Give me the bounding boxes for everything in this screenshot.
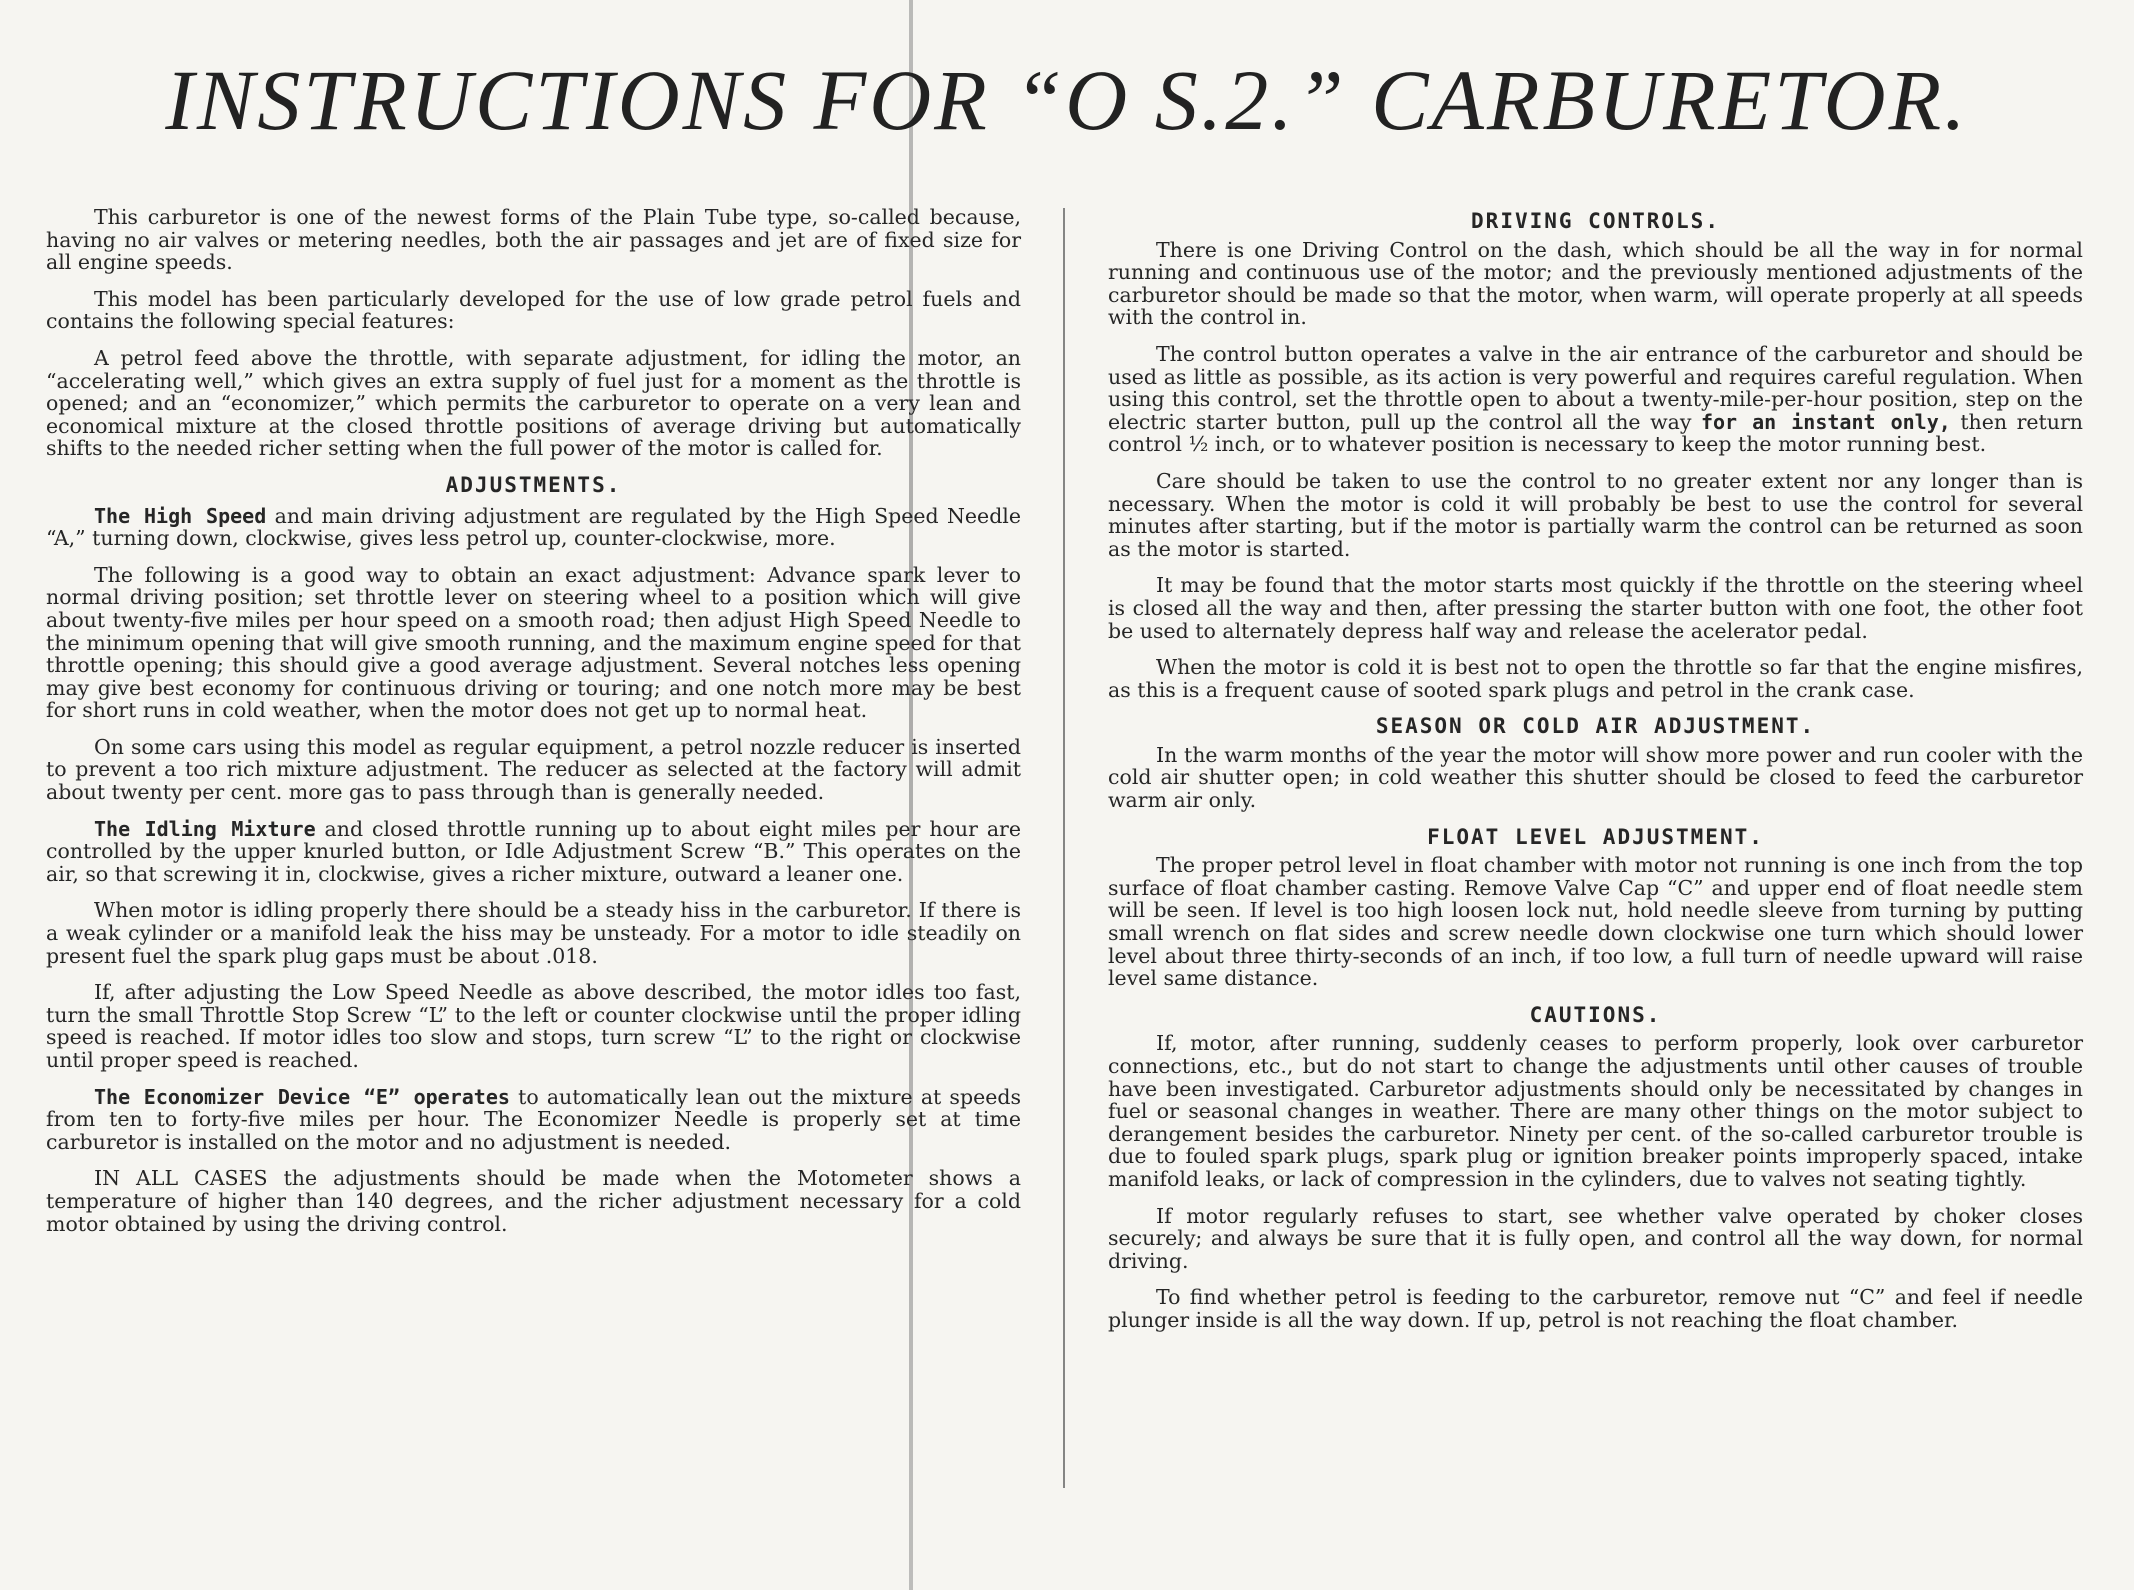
caution-paragraph-3: To find whether petrol is feeding to the carburetor, remove nut “C” and feel if needle plunger inside is all the way down. If up, petrol is not reaching the float chamber. — [1108, 1285, 2083, 1332]
intro-paragraph-2: This model has been particularly developed for the use of low grade petrol fuels and contains the following special features: — [46, 286, 1021, 334]
adjustments-heading: ADJUSTMENTS. — [445, 472, 622, 497]
driving-controls-heading: DRIVING CONTROLS. — [1471, 209, 1720, 233]
idling-paragraph — [46, 818, 1021, 886]
all-cases-paragraph: IN ALL CASES the adjustments should be made when the Motometer shows a temperature of higher than 140 degrees, and the richer adjustment necessary for a cold motor obtained by using the driving control. — [46, 1166, 1021, 1236]
high-speed-text: and main driving adjustment are regulated by the High Speed Needle “A,” turning down, clockwise, gives less petrol up, counter-clockwise, more. — [46, 503, 1021, 551]
float-level-heading: FLOAT LEVEL ADJUSTMENT. — [1427, 824, 1764, 849]
float-level-paragraph: The proper petrol level in float chamber with motor not running is one inch from the top surface of float chamber casting. Remove Valve Cap “C” and upper end of float needle stem will be seen. If level is too high loosen lock nut, hold needle sleeve from turning by putting small wrench on flat sides and screw needle down clockwise one turn which should lower level about three thirty-seconds of an inch, if too low, a full turn of needle upward will raise level same distance. — [1108, 853, 2083, 991]
left-column — [46, 206, 1021, 1249]
caution-paragraph-2: If motor regularly refuses to start, see whether valve operated by choker closes securely; and always be sure that it is fully open, and control all the way down, for normal driving. — [1108, 1203, 2083, 1273]
high-speed-paragraph — [46, 505, 1021, 550]
economizer-text: to automatically lean out the mixture at speeds from ten to forty-five miles per hour. The Economizer Needle is properly set at time carburetor is installed on the motor and no adjustment is needed. — [46, 1084, 1021, 1154]
instant-only-keyword: for an instant only, — [1700, 409, 1951, 434]
driving-paragraph-2-end: then return control ½ inch, or to whatever position is necessary to keep the motor running best. — [1108, 409, 2083, 457]
column-divider — [1063, 208, 1065, 1488]
high-speed-keyword: The High Speed — [94, 503, 267, 528]
driving-paragraph-1: There is one Driving Control on the dash, which should be all the way in for normal running and continuous use of the motor; and the previously mentioned adjustments of the carburetor should be made so that the motor, when warm, will operate properly at all speeds with the control in. — [1108, 237, 2083, 330]
cautions-heading: CAUTIONS. — [1529, 1002, 1662, 1027]
page-title: INSTRUCTIONS FOR “O S.2.” CARBURETOR. — [165, 52, 1969, 148]
driving-paragraph-2 — [1108, 343, 2083, 456]
driving-paragraph-5: When the motor is cold it is best not to open the throttle so far that the engine misfires, as this is a frequent cause of sooted spark plugs and petrol in the crank case. — [1108, 655, 2083, 702]
right-column — [1108, 206, 2083, 1346]
driving-paragraph-3: Care should be taken to use the control to no greater extent nor any longer than is necessary. When the motor is cold it will probably be best to use the control for several minutes after starting, but if the motor is partially warm the control can be returned as soon as the motor is started. — [1108, 468, 2083, 561]
economizer-paragraph — [46, 1086, 1021, 1154]
intro-paragraph-1: This carburetor is one of the newest forms of the Plain Tube type, so-called because, having no air valves or metering needles, both the air passages and jet are of fixed size for all engine speeds. — [46, 205, 1021, 275]
economizer-keyword: The Economizer Device “E” operates — [94, 1084, 510, 1109]
caution-paragraph-1: If, motor, after running, suddenly ceases to perform properly, look over carburetor connections, etc., but do not start to change the adjustments until other causes of trouble have been investigated. Carburetor adjustments should only be necessitated by changes in fuel or seasonal changes in weather. There are many other things on the motor subject to derangement besides the carburetor. Ninety per cent. of the so-called carburetor trouble is due to fouled spark plugs, spark plug or ignition breaker points improperly spaced, intake manifold leaks, or lack of compression in the cylinders, due to valves not seating tightly. — [1108, 1031, 2083, 1191]
season-paragraph: In the warm months of the year the motor will show more power and run cooler with the cold air shutter open; in cold weather this shutter should be closed to feed the carburetor warm air only. — [1108, 742, 2083, 813]
idling-hiss-paragraph: When motor is idling properly there should be a steady hiss in the carburetor. If there is a weak cylinder or a manifold leak the hiss may be unsteady. For a motor to idle steadily on present fuel the spark plug gaps must be about .018. — [46, 898, 1021, 968]
driving-paragraph-2-start: The control button operates a valve in the air entrance of the carburetor and should be used as little as possible, as its action is very powerful and requires careful regulation. When using this control, set the throttle open to about a twenty-mile-per-hour position, step on the electric starter button, pull up the control all the way — [1108, 341, 2083, 434]
good-way-paragraph: The following is a good way to obtain an exact adjustment: Advance spark lever to normal driving position; set throttle lever on steering wheel to a position which will give about twenty-five miles per hour speed on a smooth road; then adjust High Speed Needle to the minimum opening that will give smooth running, and the maximum engine speed for that throttle opening; this should give a good average adjustment. Several notches less opening may give best economy for continuous driving or touring; and one notch more may be best for short runs in cold weather, when the motor does not get up to normal heat. — [46, 562, 1021, 723]
season-heading: SEASON OR COLD AIR ADJUSTMENT. — [1375, 714, 1816, 739]
idling-keyword: The Idling Mixture — [94, 816, 316, 841]
some-cars-paragraph: On some cars using this model as regular equipment, a petrol nozzle reducer is inserted to prevent a too rich mixture adjustment. The reducer as selected at the factory will admit about twenty per cent. more gas to pass through than is generally needed. — [46, 734, 1021, 805]
driving-paragraph-4: It may be found that the motor starts most quickly if the throttle on the steering wheel is closed all the way and then, after pressing the starter button with one foot, the other foot be used to alternately depress half way and release the acelerator pedal. — [1108, 573, 2083, 643]
idling-text: and closed throttle running up to about eight miles per hour are controlled by the upper knurled button, or Idle Adjustment Screw “B.” This operates on the air, so that screwing it in, clockwise, gives a richer mixture, outward a leaner one. — [46, 816, 1021, 886]
low-speed-paragraph: If, after adjusting the Low Speed Needle as above described, the motor idles too fast, turn the small Throttle Stop Screw “L” to the left or counter clockwise until the proper idling speed is reached. If motor idles too slow and stops, turn screw “L” to the right or clockwise until proper speed is reached. — [46, 980, 1021, 1072]
intro-paragraph-3: A petrol feed above the throttle, with separate adjustment, for idling the motor, an “accelerating well,” which gives an extra supply of fuel just for a moment as the throttle is opened; and an “economizer,” which permits the carburetor to operate on a very lean and economical mixture at the closed throttle positions of average driving but automatically shifts to the needed richer setting when the full power of the motor is called for. — [46, 345, 1021, 461]
